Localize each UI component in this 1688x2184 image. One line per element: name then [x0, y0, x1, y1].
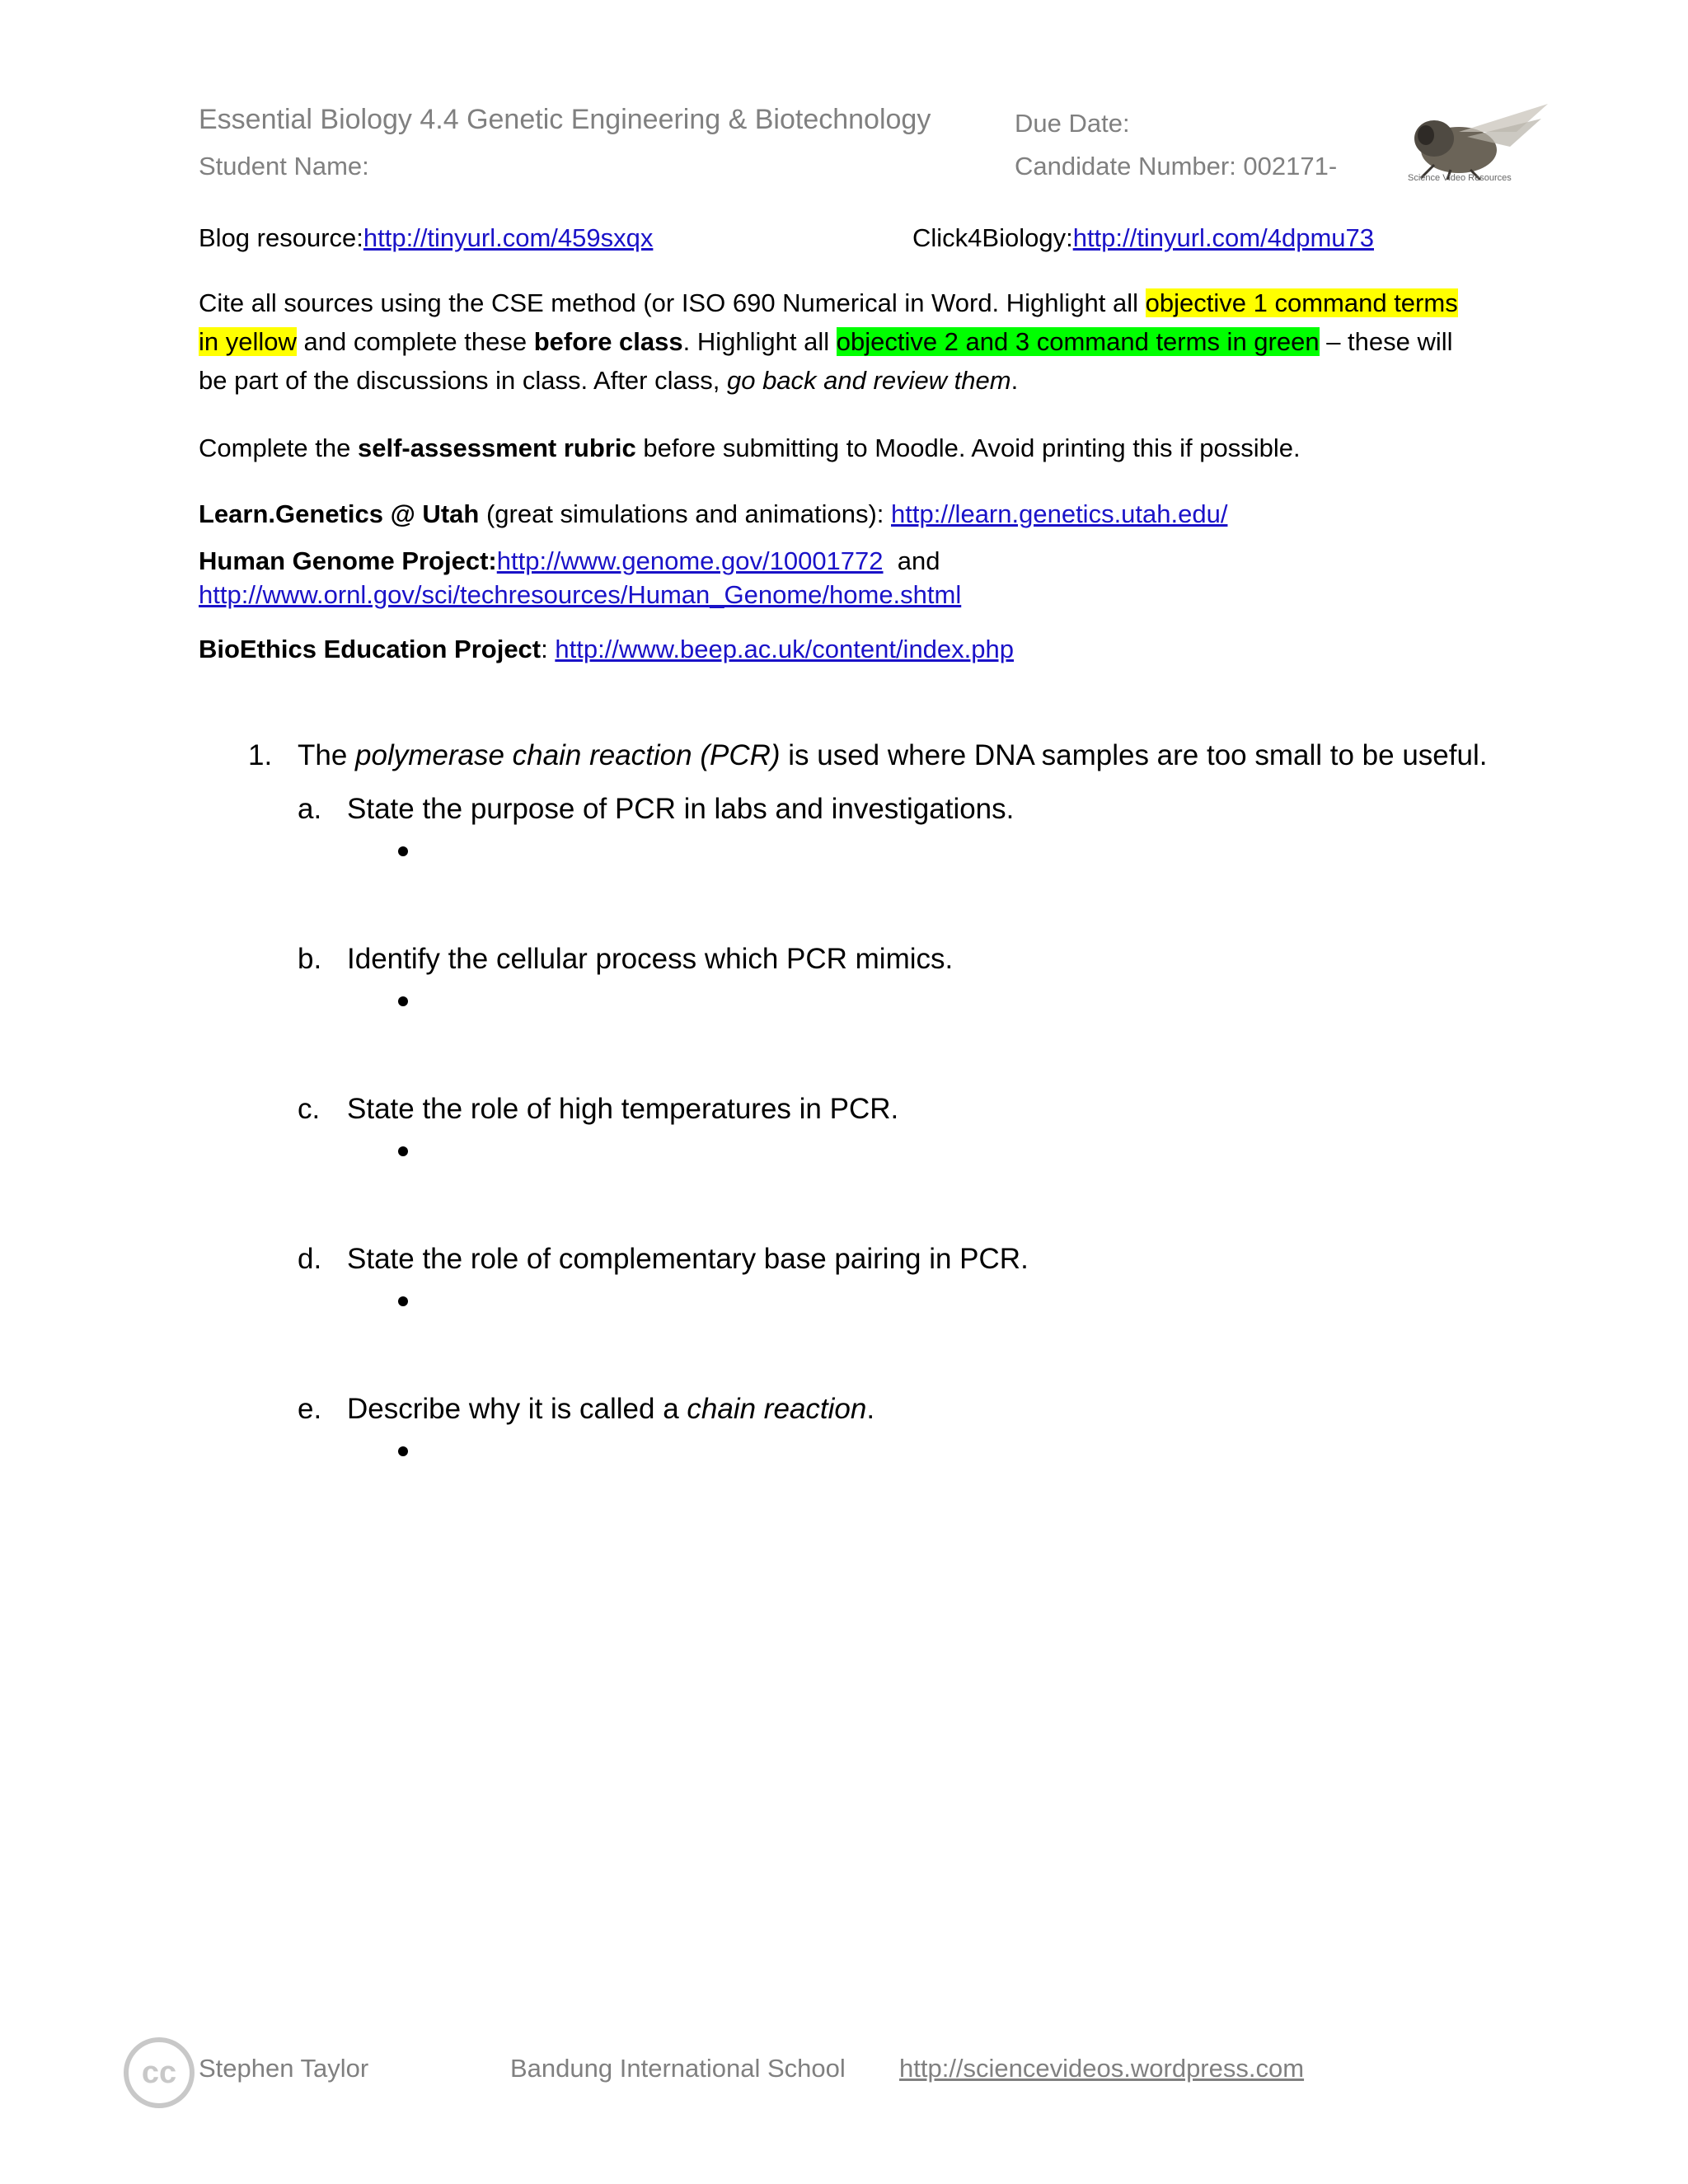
before-class-bold: before class	[533, 327, 683, 356]
rubric-text-2: before submitting to Moodle. Avoid printing this if possible.	[635, 434, 1301, 462]
part-c-letter: c.	[298, 1093, 321, 1125]
science-video-resources-logo	[1401, 99, 1554, 188]
answer-bullet-d[interactable]	[398, 1296, 408, 1306]
part-e-text-2: .	[866, 1393, 875, 1425]
ornl-link[interactable]: http://www.ornl.gov/sci/techresources/Human_Genome/home.shtml	[199, 580, 962, 609]
q1-italic: polymerase chain reaction (PCR)	[355, 739, 781, 771]
question-1-text	[298, 739, 1487, 772]
blog-resource-link[interactable]: http://tinyurl.com/459sxqx	[363, 223, 654, 252]
q1-text-1: The	[298, 739, 356, 771]
green-highlight: objective 2 and 3 command terms in green	[836, 327, 1320, 356]
and-text: and	[897, 546, 940, 575]
document-title: Essential Biology 4.4 Genetic Engineering & Biotechnology	[199, 104, 931, 135]
click4biology-label: Click4Biology:	[912, 223, 1073, 252]
instr-text-5: .	[1010, 366, 1019, 395]
learn-genetics-desc: (great simulations and animations):	[479, 499, 892, 528]
logo-caption: Science Video Resources	[1408, 173, 1512, 183]
creative-commons-icon: cc	[124, 2037, 195, 2108]
question-1-number: 1.	[248, 739, 273, 771]
part-e-letter: e.	[298, 1393, 322, 1425]
blog-resource-label: Blog resource:	[199, 223, 363, 252]
self-assessment-bold: self-assessment rubric	[358, 434, 636, 462]
review-italic: go back and review them	[726, 366, 1011, 395]
part-e-italic: chain reaction	[687, 1393, 867, 1425]
rubric-text-1: Complete the	[199, 434, 358, 462]
part-a-text: State the purpose of PCR in labs and investigations.	[347, 793, 1015, 825]
human-genome-label: Human Genome Project:	[199, 546, 497, 575]
footer-website-link[interactable]: http://sciencevideos.wordpress.com	[899, 2054, 1305, 2083]
part-a-letter: a.	[298, 793, 322, 825]
part-d-text: State the role of complementary base pairing in PCR.	[347, 1243, 1029, 1275]
learn-genetics-link[interactable]: http://learn.genetics.utah.edu/	[891, 499, 1228, 528]
candidate-number-label: Candidate Number: 002171-	[1015, 152, 1338, 180]
click4biology-line	[912, 218, 1374, 257]
instr-text-2: and complete these	[296, 327, 534, 356]
learn-genetics-label: Learn.Genetics @ Utah	[199, 499, 480, 528]
genome-gov-link[interactable]: http://www.genome.gov/10001772	[496, 546, 884, 575]
yellow-highlight: objective 1 command terms in yellow	[199, 288, 1458, 356]
part-d-letter: d.	[298, 1243, 322, 1275]
q1-text-2: is used where DNA samples are too small to be useful.	[780, 739, 1488, 771]
instr-text-1: Cite all sources using the CSE method (or ISO 690 Numerical in Word. Highlight all	[199, 288, 1146, 317]
answer-bullet-a[interactable]	[398, 846, 408, 856]
instructions-paragraph	[199, 284, 1468, 400]
rubric-paragraph	[199, 429, 1468, 467]
part-e-text-1: Describe why it is called a	[347, 1393, 687, 1425]
student-name-label: Student Name:	[199, 152, 369, 180]
blog-resource-line	[199, 218, 653, 257]
answer-bullet-e[interactable]	[398, 1446, 408, 1456]
bioethics-line	[199, 630, 1014, 668]
ornl-line	[199, 575, 961, 614]
instr-text-3: . Highlight all	[682, 327, 837, 356]
footer-school: Bandung International School	[510, 2054, 846, 2083]
part-c-text: State the role of high temperatures in PCR.	[347, 1093, 899, 1125]
bioethics-colon: :	[541, 635, 556, 663]
part-b-text: Identify the cellular process which PCR mimics.	[347, 943, 954, 975]
part-e-text	[347, 1393, 874, 1426]
instr-text-4: – these will be part of the discussions in class. After class,	[199, 327, 1453, 395]
click4biology-link[interactable]: http://tinyurl.com/4dpmu73	[1072, 223, 1374, 252]
bioethics-label: BioEthics Education Project	[199, 635, 542, 663]
part-b-letter: b.	[298, 943, 322, 975]
learn-genetics-line	[199, 494, 1227, 533]
human-genome-line	[199, 541, 940, 580]
bioethics-link[interactable]: http://www.beep.ac.uk/content/index.php	[555, 635, 1014, 663]
due-date-label: Due Date:	[1015, 109, 1130, 138]
answer-bullet-c[interactable]	[398, 1146, 408, 1156]
answer-bullet-b[interactable]	[398, 996, 408, 1006]
footer-author: Stephen Taylor	[199, 2054, 369, 2083]
